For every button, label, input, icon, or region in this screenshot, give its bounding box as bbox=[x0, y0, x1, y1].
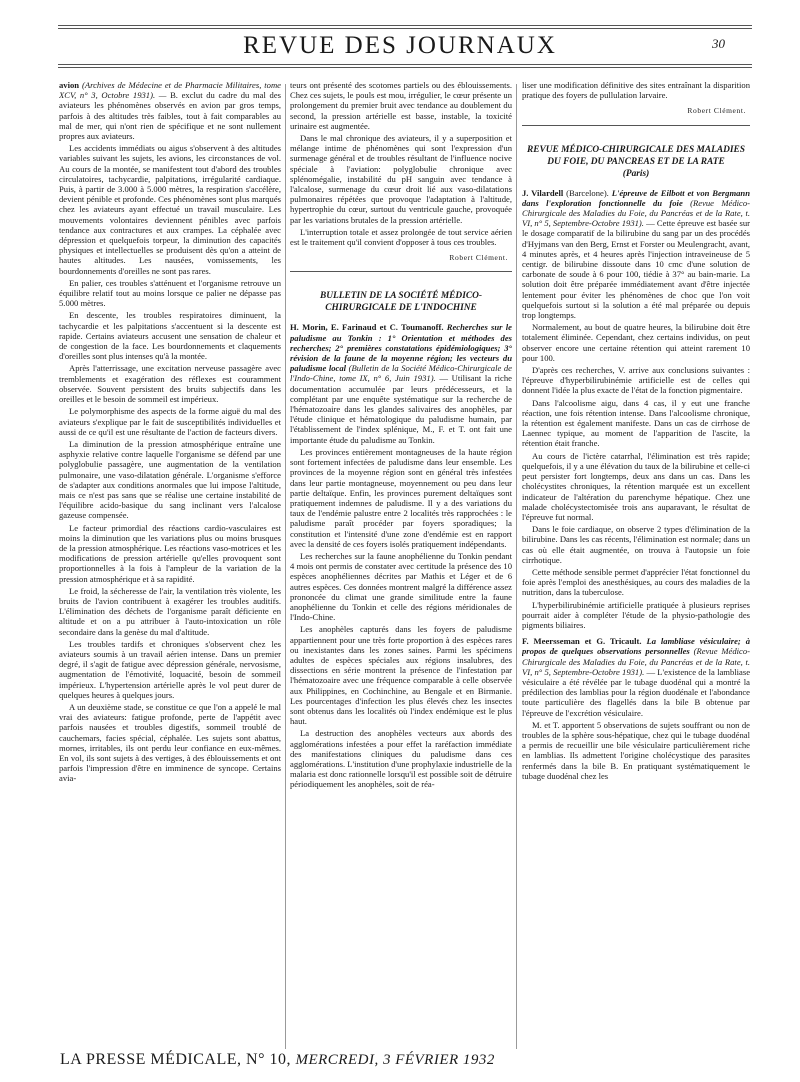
paragraph: Normalement, au bout de quatre heures, la bilirubine doit être totalement éliminée. Cependant, chez certains individus, on peut observer encore une certaine rétention qui atteint rarement 10 pour 100. bbox=[522, 322, 750, 363]
paragraph: En descente, les troubles respiratoires diminuent, la tachycardie et les palpitations s'accentuent si la descente est rapide. Certains aviateurs accusent une sensation de chaleur et de congestion de la face. Les bourdonnements et claquements d'oreilles sont plus intenses qu'à la montée. bbox=[59, 310, 281, 362]
section-city: (Paris) bbox=[622, 168, 650, 179]
paragraph bbox=[290, 322, 512, 444]
article-reference: (Revue Médico-Chirurgicale des Maladies du Foie, du Pancréas et de la Rate, t. VI, n° 5, Septembre-Octobre 1931). bbox=[522, 197, 750, 229]
paragraph: M. et T. apportent 5 observations de sujets souffrant ou non de troubles de la sphère sous-hépatique, chez qui le tubage duodénal a permis de recueillir une bile vésiculaire particulièrement riche en lamblias. Ils admettent l'origine cholécystique des parasites renfermés dans la bile B. En pratiquant systématiquement le tubage duodénal chez les bbox=[522, 719, 750, 781]
column-3 bbox=[522, 80, 750, 1050]
header-rule-inner bbox=[58, 67, 752, 68]
signature: Robert Clément. bbox=[687, 106, 746, 116]
paragraph bbox=[522, 636, 750, 718]
article-head: avion bbox=[59, 80, 80, 90]
section-title: BULLETIN DE LA SOCIÉTÉ MÉDICO-CHIRURGICALE DE L'INDOCHINE bbox=[319, 291, 482, 314]
paragraph: Dans le mal chronique des aviateurs, il y a superposition et mélange intime de phénomènes qui sont l'expression d'un surmenage général et de troubles résultant de l'influence nocive spéciale à l'aviation: polyglobulie chronique avec splénomégalie, instabilité du pH sanguin avec tendance à l'alcalose, surmenage du cœur droit lié aux vaso-dilatations pulmonaires répétées que provoque l'adaptation à l'altitude, hypertrophie du cœur, surtout du ventricule gauche, provoquée par les variations brutales de la pression artérielle. bbox=[290, 133, 512, 225]
paragraph: La destruction des anophèles vecteurs aux abords des agglomérations infestées a pour effet la raréfaction immédiate des manifestations cliniques du paludisme dans ces agglomérations. L'institution d'une prophylaxie industrielle de la malaria est donc rationnelle lorsqu'il est possible soit de détruire périodiquement les anophèles, soit de réa- bbox=[290, 728, 512, 790]
section-divider bbox=[290, 271, 512, 280]
paragraph: Les recherches sur la faune anophélienne du Tonkin pendant 4 mois ont permis de constater avec certitude la présence des 10 espèces anophéliennes décrites par Mathis et Léger et de 6 autres espèces. Ces données montrent malgré la différence assez prononcée du climat une grande similitude entre la faune anophélienne du Tonkin et celle des régions méridionales de l'Indo-Chine. bbox=[290, 550, 512, 623]
paragraph: Le froid, la sécheresse de l'air, la ventilation très violente, les bruits de l'avion contribuent à exagérer les troubles auditifs. L'élimination des déchets de l'organisme paraît déficiente en altitude et on a pu attribuer à l'auto-intoxication un rôle secondaire dans la genèse du mal d'altitude. bbox=[59, 585, 281, 637]
paragraph bbox=[522, 188, 750, 321]
paragraph: L'hyperbilirubinémie artificielle pratiquée à plusieurs reprises pourrait aider à compléter l'étude de la physio-pathologie des pigments biliaires. bbox=[522, 599, 750, 630]
column-2 bbox=[290, 80, 512, 1050]
paragraph: Le facteur primordial des réactions cardio-vasculaires est moins la diminution que les variations plus ou moins brusques de la pression atmosphérique. Les réactions vaso-motrices et les modifications de pression artérielle qu'elles provoquent sont proportionnelles à la fois à l'ampleur de la variation de la pression atmosphérique et à sa rapidité. bbox=[59, 522, 281, 584]
paragraph: L'interruption totale et assez prolongée de tout service aérien est le traitement qu'il convient d'opposer à tous ces troubles. bbox=[290, 226, 512, 248]
page-number: 30 bbox=[712, 36, 725, 51]
footer bbox=[60, 1051, 750, 1069]
paragraph: Dans l'alcoolisme aigu, dans 4 cas, il y eut une franche réaction, une fois rétention intense. Dans l'alcoolisme chronique, la rétention est également manifeste. Dans un cas de cirrhose de Laennec typique, au moment de l'apparition de l'ascite, la rétention était franche. bbox=[522, 397, 750, 449]
paragraph: Les accidents immédiats ou aigus s'observent à des altitudes variables suivant les sujets, les avions, les circonstances de vol. Au cours de la montée, se manifestent tout d'abord des troubles circulatoires, tachycardie, palpitations, irrégularité cardiaque. Puis, à partir de 3.000 à 5.000 mètres, la respiration s'accélère, devient pénible et profonde. Ces phénomènes sont plus marqués chez les aviateurs ayant effectué un travail musculaire. Les mouvements volontaires deviennent pénibles avec parfois tendance aux contractures et aux crampes. La céphalée avec dépression et quelquefois torpeur, la diminution des capacités physiques et intellectuelles se produisent dès qu'on a atteint de hautes altitudes. Les nausées, vomissements, les bourdonnements d'oreilles ne sont pas rares. bbox=[59, 143, 281, 276]
paragraph: Les anophèles capturés dans les foyers de paludisme appartiennent pour une très forte proportion à des espèces rares ou inexistantes dans les zones saines. Parmi les spécimens adultes de espèces spéciales aux régions insalubres, des dissections en série montrent la présence de l'infestation par l'hématozoaire avec une fréquence comparable à celle observée aux Philippines, en Cochinchine, au Bengale et en Birmanie. Les pourcentages d'infection les plus élevés chez les insectes sont obtenus dans les localités où l'index endémique est le plus haut. bbox=[290, 624, 512, 727]
paragraph: Le polymorphisme des aspects de la forme aiguë du mal des aviateurs s'explique par le fait de susceptibilités individuelles et aussi de ce qu'il est une résultante de l'action de facteurs divers. bbox=[59, 406, 281, 437]
paragraph: Au cours de l'ictère catarrhal, l'élimination est très rapide; quelquefois, il y a une élévation du taux de la bilirubine et celle-ci peut persister fort longtemps, deux ans dans un cas. Dans les cholécystites chroniques, la rétention marquée est un excellent indicateur de l'altération du parenchyme hépatique. Chez une malade cholécystectomisée trois ans auparavant, le résultat de l'épreuve fut normal. bbox=[522, 450, 750, 522]
article-reference: (Revue Médico-Chirurgicale des Maladies du Foie, du Pancréas et de la Rate, t. VI, n° 5, Septembre-Octobre 1931). bbox=[522, 646, 750, 677]
paragraph: Après l'atterrissage, une excitation nerveuse passagère avec tremblements et exagération des réflexes est couramment observée. Souvent persistent des bruits subjectifs dans les oreilles et le besoin de sommeil est impérieux. bbox=[59, 363, 281, 405]
column-divider bbox=[516, 84, 517, 1049]
signature: Robert Clément. bbox=[449, 253, 508, 263]
top-rule bbox=[58, 25, 752, 26]
article-reference: (Bulletin de la Société Médico-Chirurgicale de l'Indo-Chine, tome IX, n° 6, Juin 1931). bbox=[290, 363, 512, 384]
paragraph: Cette méthode sensible permet d'apprécier l'état fonctionnel du foie après l'emploi des anesthésiques, au cours des maladies de la nutrition, dans la tuberculose. bbox=[522, 566, 750, 598]
journal-issue: LA PRESSE MÉDICALE, N° 10, bbox=[60, 1051, 291, 1068]
article-title: La lambliase vésiculaire; à propos de quelques observations personnelles bbox=[522, 636, 750, 657]
paragraph bbox=[59, 80, 281, 141]
article-place: (Barcelone). bbox=[566, 187, 609, 198]
column-1 bbox=[59, 80, 281, 1050]
paragraph: Les provinces entièrement montagneuses de la haute région sont fortement infectées de paludisme dans leur ensemble. Les provinces de la moyenne région sont en général très infestées dans leur partie montagneuse, moyennement ou peu dans leur partie deltaïque. Enfin, les provinces purement deltaïques sont pratiquement indemnes de paludisme. Il y a des variations du taux de l'endémie palustre entre 2 localités très rapprochées : le paludisme paraît procéder par foyers sporadiques; la constitution et l'intensité d'une zone d'endémie est en rapport avec la densité de ces foyers isolés pratiquement indépendants. bbox=[290, 446, 512, 549]
article-text: — Cette épreuve est basée sur le dosage comparatif de la bilirubine du sang par un des procédés d'Hyjmans van den Berg, Ernst et Forster ou Meulengracht, avant, 4 minutes après, et 4 heures après l'injection intraveineuse de 5 centigr. de bilirubine dissoute dans 10 cmc d'une solution de carbonate de soude à 6 pour 100, tiédie à 37° au bain-marie. La solution doit être préparée immédiatement avant d'être injectée lentement pour éviter les phénomènes de choc que l'on voit quelquefois surtout si la solution a été mal préparée ou depuis trop longtemps. bbox=[522, 218, 750, 321]
paragraph: Dans le foie cardiaque, on observe 2 types d'élimination de la bilirubine. Dans les cas récents, l'élimination est normale; dans un cas où elle était augmentée, on trouva à l'autopsie un foie cirrhotique. bbox=[522, 524, 750, 565]
paragraph: D'après ces recherches, V. arrive aux conclusions suivantes : l'épreuve d'hyperbilirubinémie artificielle est de celles qui donnent l'idée la plus exacte de l'état de la fonction pigmentaire. bbox=[522, 365, 750, 396]
paragraph: A un deuxième stade, se constitue ce que l'on a appelé le mal vrai des aviateurs: fatigue profonde, perte de l'appétit avec parfois nausées et troubles digestifs, sommeil troublé de cauchemars, facies spécial, céphalée. Les sujets sont abattus, mornes, irritables, ils ont perdu leur confiance en eux-mêmes. En vol, ils sont sujets à des vertiges, à des éblouissements et ont parfois l'impression d'être en imminence de syncope. Certains avia- bbox=[59, 701, 281, 784]
paragraph: Les troubles tardifs et chroniques s'observent chez les aviateurs soumis à un travail aérien intense. Dans un premier degré, il s'agit de fatigue avec dépression générale, nervosisme, augmentation de l'émotivité, loquacité, besoin de sommeil impérieux. L'hypertension artérielle après le vol peut durer de quelques heures à quelques jours. bbox=[59, 638, 281, 700]
issue-date: MERCREDI, 3 FÉVRIER 1932 bbox=[295, 1052, 495, 1068]
article-title: L'épreuve de Eilbott et von Bergmann dans l'exploration fonctionnelle du foie bbox=[522, 187, 750, 208]
section-title: REVUE MÉDICO-CHIRURGICALE DES MALADIES DU FOIE, DU PANCREAS ET DE LA RATE bbox=[526, 144, 746, 167]
article-authors: F. Meersseman et G. Tricault. bbox=[522, 636, 642, 647]
article-text: — Utilisant la riche documentation accumulée par leurs prédécesseurs, et la complétant par une enquête systématique sur la recherche de l'hématozoaire dans les glandes salivaires des anophèles, par l'étude clinique et hématologique du paludisme humain, par l'établissement de l'index splénique, M., F. et T. ont fait une importante étude du paludisme au Tonkin. bbox=[290, 373, 512, 445]
article-authors: H. Morin, E. Farinaud et C. Toumanoff. bbox=[290, 322, 444, 333]
paragraph: La diminution de la pression atmosphérique entraîne une asphyxie relative contre laquelle l'organisme se défend par une polyglobulie passagère, une augmentation de la ventilation pulmonaire, une vaso-dilatation générale. L'organisme s'efforce de s'adapter aux conditions anormales que lui impose l'altitude, mais ce n'est pas sans que se réalise une certaine instabilité de l'équilibre acido-basique du sang inclinant vers l'alcalose gazeuse compensée. bbox=[59, 438, 281, 521]
paragraph: En palier, ces troubles s'atténuent et l'organisme retrouve un équilibre relatif tout au moins lorsque ce palier ne dépasse pas 5.000 mètres. bbox=[59, 277, 281, 309]
paragraph: liser une modification définitive des sites entraînant la disparition pratique des foyers de pullulation larvaire. bbox=[522, 80, 750, 101]
article-text: — L'existence de la lambliase vésiculaire a été révélée par le tubage duodénal qui a montré la prédilection des lamblias pour la région duodénale et l'abondance toute particulière des flagellés dans la bile B obtenue par l'épreuve de l'excrétion vésiculaire. bbox=[522, 666, 750, 718]
column-divider bbox=[285, 84, 286, 1049]
article-text: B. exclut du cadre du mal des aviateurs les phénomènes observés en avion par gros temps, parfois à des altitudes très faibles, tout à fait comparables au mal de mer, qui n'ont rien de spécifique et ne sont nullement propres aux aviateurs. bbox=[59, 90, 281, 142]
page-title: REVUE DES JOURNAUX bbox=[243, 32, 557, 59]
article-title: Recherches sur le paludisme au Tonkin : 1° Orientation et méthodes des recherches; 2° premières constatations épidémiologiques; 3° révision de la faune de la moyenne région; les vecteurs du paludisme local bbox=[290, 322, 512, 374]
header-rule bbox=[58, 64, 752, 65]
section-divider bbox=[522, 125, 750, 134]
top-rule-inner bbox=[58, 28, 752, 29]
article-reference: (Archives de Médecine et de Pharmacie Militaires, tome XCV, n° 3, Octobre 1931). — bbox=[59, 80, 281, 101]
paragraph: teurs ont présenté des scotomes partiels ou des éblouissements. Chez ces sujets, le pouls est mou, irrégulier, le cœur présente un prolongement du premier bruit avec tendance au doublement du second, la pression artérielle est basse, instable, la toxicité urinaire est augmentée. bbox=[290, 80, 512, 131]
article-authors: J. Vilardell bbox=[522, 187, 564, 198]
